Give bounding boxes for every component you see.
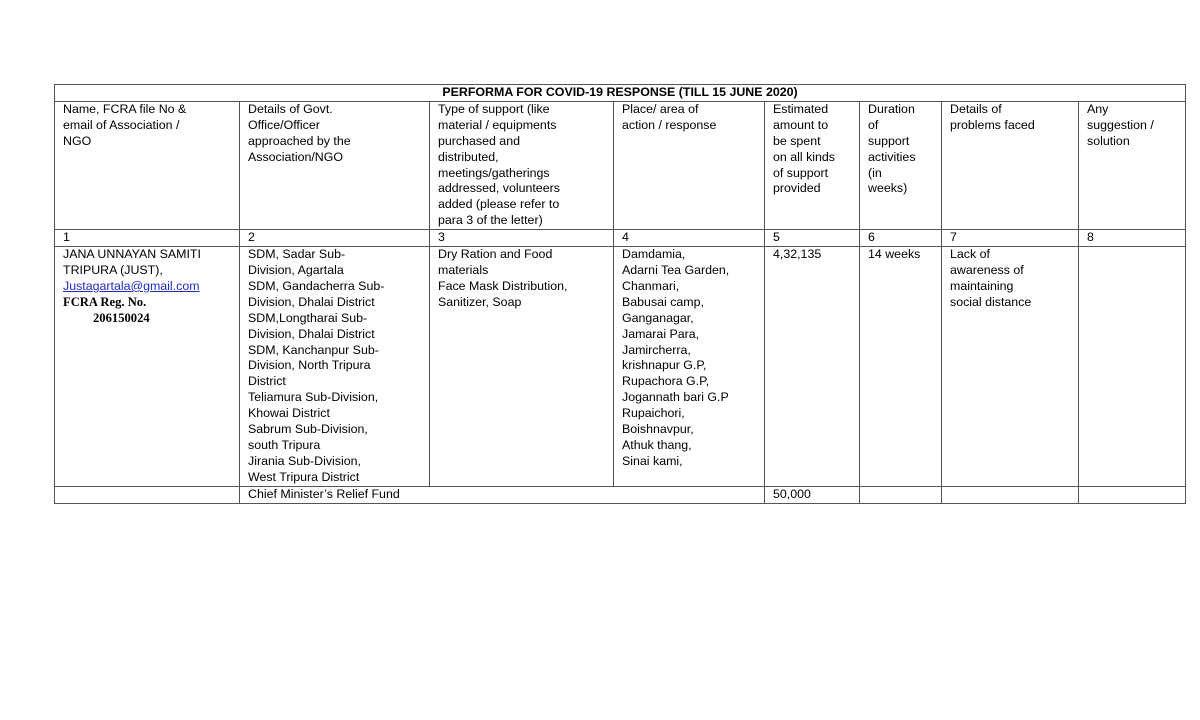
problem-line: Lack of	[950, 247, 990, 262]
offices-cell	[240, 247, 430, 487]
place-line: Athuk thang,	[622, 437, 692, 452]
table-title: PERFORMA FOR COVID-19 RESPONSE (TILL 15 JUNE 2020)	[55, 85, 1186, 102]
relief-fund-label: Chief Minister’s Relief Fund	[240, 486, 765, 503]
places-cell	[614, 247, 765, 487]
header-text-line: Any	[1087, 101, 1109, 116]
header-text-line: added (please refer to	[438, 197, 560, 212]
header-text-line: (in	[868, 165, 882, 180]
header-text-line: suggestion /	[1087, 117, 1154, 132]
header-row	[55, 101, 1186, 229]
place-line: Jamircherra,	[622, 342, 691, 357]
header-text-line: Association/NGO	[248, 149, 344, 164]
empty-cell	[55, 486, 240, 503]
table-row-relief-fund	[55, 486, 1186, 503]
problem-line: social distance	[950, 294, 1032, 309]
office-line: south Tripura	[248, 437, 321, 452]
empty-cell	[860, 486, 942, 503]
office-line: Khowai District	[248, 406, 330, 421]
problem-line: awareness of	[950, 262, 1024, 277]
header-text-line: Details of	[950, 101, 1002, 116]
office-line: SDM, Gandacherra Sub-	[248, 278, 385, 293]
fcra-number: 206150024	[93, 310, 150, 325]
column-number: 4	[614, 230, 765, 247]
email-link[interactable]: Justagartala@gmail.com	[63, 278, 200, 293]
office-line: SDM,Longtharai Sub-	[248, 310, 368, 325]
header-text-line: of	[868, 117, 879, 132]
office-line: Jirania Sub-Division,	[248, 453, 361, 468]
place-line: Ganganagar,	[622, 310, 694, 325]
empty-cell	[942, 486, 1079, 503]
header-text-line: Name, FCRA file No &	[63, 101, 187, 116]
office-line: SDM, Kanchanpur Sub-	[248, 342, 379, 357]
place-line: Chanmari,	[622, 278, 680, 293]
header-suggestion	[1079, 101, 1186, 229]
header-text-line: para 3 of the letter)	[438, 213, 543, 228]
header-text-line: weeks)	[868, 181, 908, 196]
header-text-line: activities	[868, 149, 916, 164]
header-type-of-support	[430, 101, 614, 229]
table-row	[55, 247, 1186, 487]
header-text-line: problems faced	[950, 117, 1035, 132]
office-line: Teliamura Sub-Division,	[248, 390, 379, 405]
header-name-fcra-email	[55, 101, 240, 229]
header-text-line: provided	[773, 181, 821, 196]
office-line: Division, Dhalai District	[248, 294, 375, 309]
amount-cell: 4,32,135	[765, 247, 860, 487]
column-number: 8	[1079, 230, 1186, 247]
fcra-label: FCRA Reg. No.	[63, 294, 147, 309]
header-text-line: meetings/gatherings	[438, 165, 550, 180]
header-govt-office	[240, 101, 430, 229]
header-text-line: material / equipments	[438, 117, 557, 132]
column-number: 1	[55, 230, 240, 247]
org-name-line: JANA UNNAYAN SAMITI	[63, 247, 201, 262]
header-text-line: of support	[773, 165, 829, 180]
column-number: 2	[240, 230, 430, 247]
column-number: 5	[765, 230, 860, 247]
support-line: materials	[438, 262, 489, 277]
header-text-line: purchased and	[438, 133, 520, 148]
header-text-line: NGO	[63, 133, 92, 148]
office-line: District	[248, 374, 286, 389]
header-text-line: action / response	[622, 117, 717, 132]
header-problems-faced	[942, 101, 1079, 229]
column-number: 7	[942, 230, 1079, 247]
duration-cell: 14 weeks	[860, 247, 942, 487]
suggestion-cell	[1079, 247, 1186, 487]
support-line: Sanitizer, Soap	[438, 294, 522, 309]
header-text-line: Office/Officer	[248, 117, 320, 132]
header-estimated-amount	[765, 101, 860, 229]
support-line: Dry Ration and Food	[438, 247, 553, 262]
empty-cell	[1079, 486, 1186, 503]
relief-fund-amount: 50,000	[765, 486, 860, 503]
header-text-line: Details of Govt.	[248, 101, 333, 116]
place-line: Jamarai Para,	[622, 326, 700, 341]
place-line: Jogannath bari G.P	[622, 390, 729, 405]
header-text-line: be spent	[773, 133, 821, 148]
place-line: krishnapur G.P,	[622, 358, 707, 373]
header-text-line: Type of support (like	[438, 101, 550, 116]
header-text-line: amount to	[773, 117, 829, 132]
place-line: Adarni Tea Garden,	[622, 262, 730, 277]
problem-line: maintaining	[950, 278, 1014, 293]
header-text-line: email of Association /	[63, 117, 180, 132]
office-line: SDM, Sadar Sub-	[248, 247, 346, 262]
header-text-line: distributed,	[438, 149, 499, 164]
header-text-line: solution	[1087, 133, 1130, 148]
header-text-line: Duration	[868, 101, 915, 116]
office-line: Division, Agartala	[248, 262, 344, 277]
office-line: West Tripura District	[248, 469, 360, 484]
place-line: Boishnavpur,	[622, 422, 694, 437]
header-text-line: Place/ area of	[622, 101, 699, 116]
place-line: Rupaichori,	[622, 406, 685, 421]
problems-cell	[942, 247, 1079, 487]
org-cell	[55, 247, 240, 487]
covid-response-table	[54, 84, 1186, 504]
place-line: Sinai kami,	[622, 453, 683, 468]
support-line: Face Mask Distribution,	[438, 278, 568, 293]
header-text-line: addressed, volunteers	[438, 181, 560, 196]
column-number: 3	[430, 230, 614, 247]
place-line: Rupachora G.P,	[622, 374, 710, 389]
header-text-line: on all kinds	[773, 149, 835, 164]
header-place-area	[614, 101, 765, 229]
support-cell	[430, 247, 614, 487]
column-number-row	[55, 230, 1186, 247]
place-line: Babusai camp,	[622, 294, 704, 309]
column-number: 6	[860, 230, 942, 247]
header-text-line: Estimated	[773, 101, 829, 116]
header-text-line: support	[868, 133, 910, 148]
office-line: Sabrum Sub-Division,	[248, 422, 368, 437]
org-name-line: TRIPURA (JUST),	[63, 262, 163, 277]
header-duration	[860, 101, 942, 229]
office-line: Division, North Tripura	[248, 358, 371, 373]
place-line: Damdamia,	[622, 247, 686, 262]
office-line: Division, Dhalai District	[248, 326, 375, 341]
header-text-line: approached by the	[248, 133, 351, 148]
